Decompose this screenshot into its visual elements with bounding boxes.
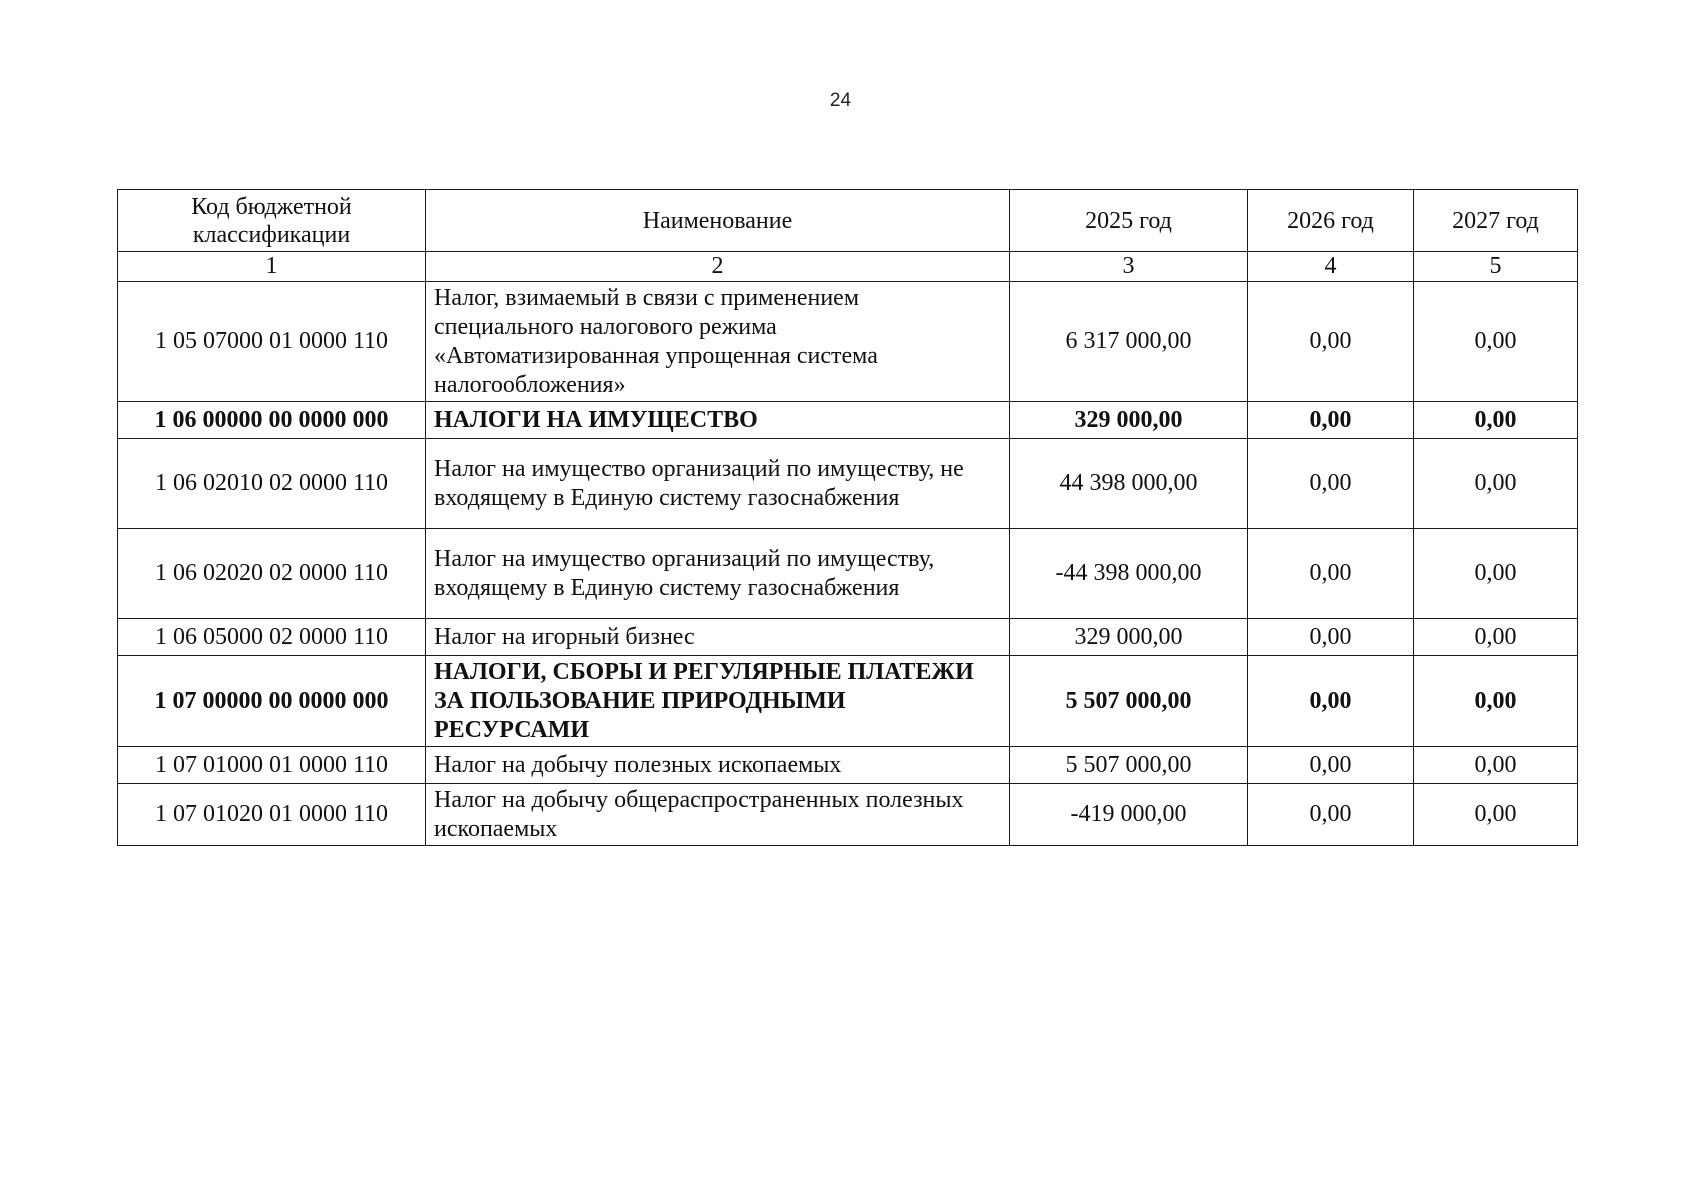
- row-name: Налог на имущество организаций по имуществу, входящему в Единую систему газоснабжения: [426, 529, 1010, 619]
- row-value-2025: -419 000,00: [1010, 784, 1248, 846]
- column-number-row: [118, 252, 1578, 282]
- row-value-2027: 0,00: [1414, 747, 1578, 784]
- table-row-section: [118, 656, 1578, 747]
- column-number: 1: [118, 252, 426, 282]
- table-row: [118, 282, 1578, 402]
- row-value-2026: 0,00: [1248, 656, 1414, 747]
- row-name: Налог на добычу общераспространенных полезных ископаемых: [426, 784, 1010, 846]
- row-value-2027: 0,00: [1414, 656, 1578, 747]
- table-header-row: [118, 190, 1578, 252]
- row-value-2027: 0,00: [1414, 529, 1578, 619]
- row-value-2026: 0,00: [1248, 282, 1414, 402]
- table-row: [118, 747, 1578, 784]
- row-value-2027: 0,00: [1414, 439, 1578, 529]
- column-number: 2: [426, 252, 1010, 282]
- row-value-2025: 5 507 000,00: [1010, 747, 1248, 784]
- row-code: 1 06 00000 00 0000 000: [118, 402, 426, 439]
- header-year-2025: 2025 год: [1010, 190, 1248, 252]
- row-value-2027: 0,00: [1414, 619, 1578, 656]
- row-value-2027: 0,00: [1414, 784, 1578, 846]
- row-value-2026: 0,00: [1248, 439, 1414, 529]
- header-code: Код бюджетной классификации: [118, 190, 426, 252]
- row-code: 1 07 01020 01 0000 110: [118, 784, 426, 846]
- budget-table: [117, 189, 1578, 846]
- row-code: 1 07 01000 01 0000 110: [118, 747, 426, 784]
- header-name: Наименование: [426, 190, 1010, 252]
- row-value-2026: 0,00: [1248, 619, 1414, 656]
- row-name: НАЛОГИ НА ИМУЩЕСТВО: [426, 402, 1010, 439]
- row-value-2026: 0,00: [1248, 784, 1414, 846]
- row-value-2027: 0,00: [1414, 282, 1578, 402]
- row-code: 1 06 05000 02 0000 110: [118, 619, 426, 656]
- table-row-section: [118, 402, 1578, 439]
- header-year-2027: 2027 год: [1414, 190, 1578, 252]
- column-number: 4: [1248, 252, 1414, 282]
- table-row: [118, 619, 1578, 656]
- table-row: [118, 439, 1578, 529]
- row-value-2026: 0,00: [1248, 529, 1414, 619]
- page-number: 24: [829, 90, 852, 111]
- table-row: [118, 529, 1578, 619]
- row-code: 1 05 07000 01 0000 110: [118, 282, 426, 402]
- row-value-2025: 329 000,00: [1010, 402, 1248, 439]
- row-value-2025: 6 317 000,00: [1010, 282, 1248, 402]
- row-value-2025: 329 000,00: [1010, 619, 1248, 656]
- table-row: [118, 784, 1578, 846]
- column-number: 5: [1414, 252, 1578, 282]
- row-name: Налог на имущество организаций по имуществу, не входящему в Единую систему газоснабжения: [426, 439, 1010, 529]
- row-value-2027: 0,00: [1414, 402, 1578, 439]
- row-name: НАЛОГИ, СБОРЫ И РЕГУЛЯРНЫЕ ПЛАТЕЖИ ЗА ПОЛЬЗОВАНИЕ ПРИРОДНЫМИ РЕСУРСАМИ: [426, 656, 1010, 747]
- row-name: Налог на добычу полезных ископаемых: [426, 747, 1010, 784]
- column-number: 3: [1010, 252, 1248, 282]
- row-code: 1 07 00000 00 0000 000: [118, 656, 426, 747]
- row-value-2026: 0,00: [1248, 402, 1414, 439]
- row-code: 1 06 02010 02 0000 110: [118, 439, 426, 529]
- row-value-2025: 5 507 000,00: [1010, 656, 1248, 747]
- row-value-2025: 44 398 000,00: [1010, 439, 1248, 529]
- row-name: Налог, взимаемый в связи с применением специального налогового режима «Автоматизированная упрощенная система налогообложения»: [426, 282, 1010, 402]
- header-year-2026: 2026 год: [1248, 190, 1414, 252]
- row-name: Налог на игорный бизнес: [426, 619, 1010, 656]
- row-value-2026: 0,00: [1248, 747, 1414, 784]
- row-code: 1 06 02020 02 0000 110: [118, 529, 426, 619]
- row-value-2025: -44 398 000,00: [1010, 529, 1248, 619]
